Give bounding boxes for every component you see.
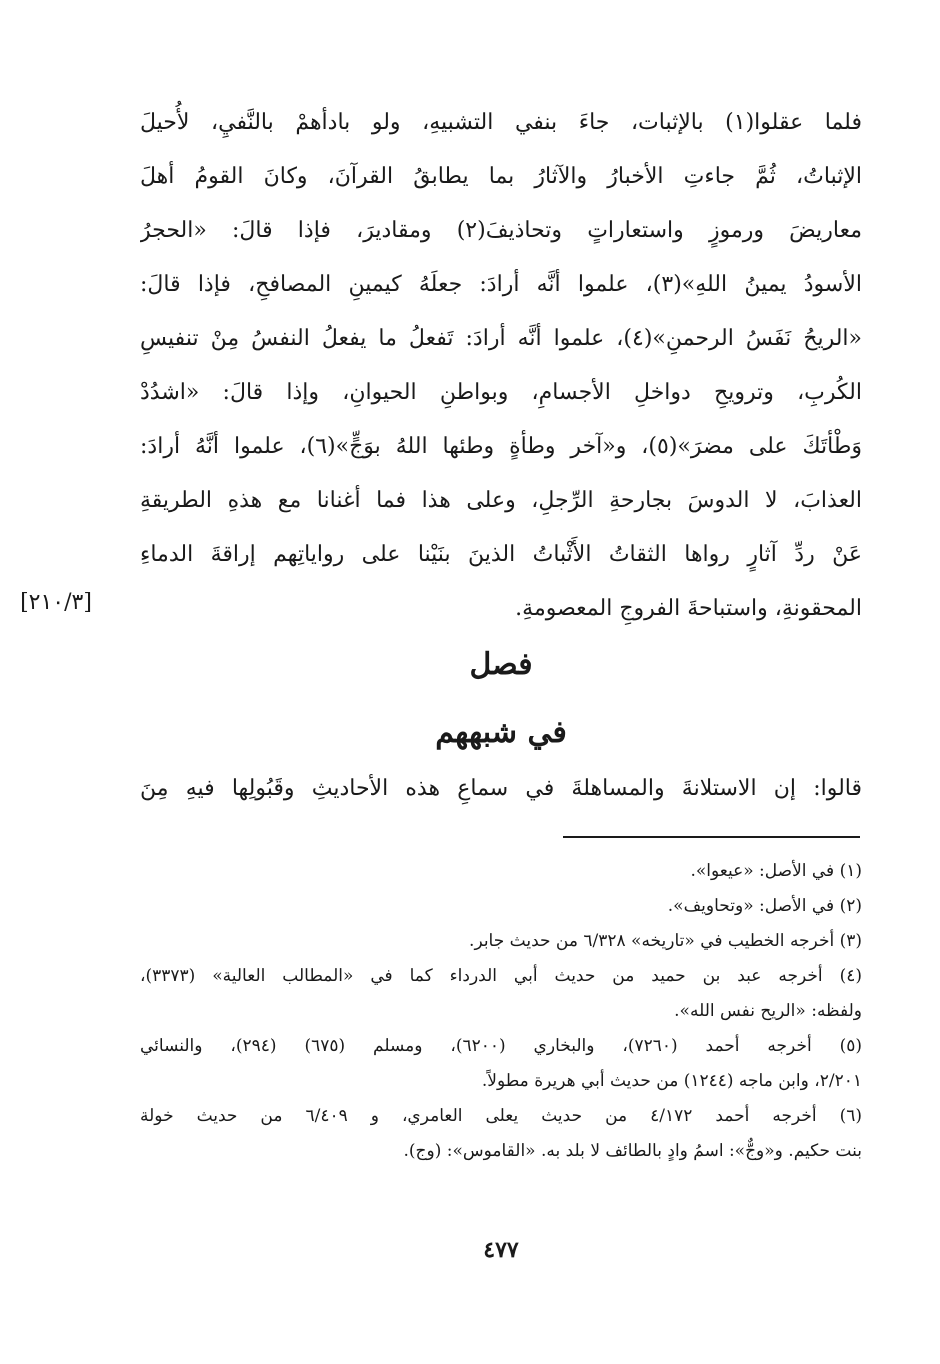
main-text-line: الإثباتُ، ثُمَّ جاءتِ الأخبارُ والآثارُ بما يطابقُ القرآنَ، وكانَ القومُ أهلَ xyxy=(140,164,862,189)
footnote-line: (١) في الأصل: «عيعوا». xyxy=(690,861,862,881)
footnote-line: (٤) أخرجه عبد بن حميد من حديث أبي الدرداء كما في «المطالب العالية» (٣٣٧٣)، xyxy=(140,966,862,986)
main-text-line: عَنْ ردِّ آثارٍ رواها الثقاتُ الأَثْباتُ الذينَ بنَيْنا على رواياتِهم إراقةَ الدماءِ xyxy=(140,542,862,567)
page-number: ٤٧٧ xyxy=(483,1237,519,1263)
footnote-line: (٣) أخرجه الخطيب في «تاريخه» ٦/٣٢٨ من حديث جابر. xyxy=(469,931,862,951)
section-heading: فصل xyxy=(469,647,533,682)
margin-volume-page-reference: [٢١٠/٣] xyxy=(20,590,92,615)
footnote-separator xyxy=(563,836,860,838)
section-subheading: في شبههم xyxy=(435,715,567,750)
main-text-line: الأسودُ يمينُ اللهِ»(٣)، علموا أنَّه أرادَ: جعلَهُ كيمينِ المصافحِ، فإذا قالَ: xyxy=(140,272,862,297)
main-text-block xyxy=(140,96,862,636)
main-text-line: فلما عقلوا(١) بالإثبات، جاءَ بنفي التشبيهِ، ولو بادأهمْ بالنَّفيِ، لأُحيلَ xyxy=(140,110,862,135)
footnotes-block xyxy=(140,854,862,1169)
footnote-line: (٦) أخرجه أحمد ٤/١٧٢ من حديث يعلى العامري، و ٦/٤٠٩ من حديث خولة xyxy=(140,1106,862,1126)
main-text-line: الكُربِ، وترويحِ دواخلِ الأجسامِ، وبواطنِ الحيوانِ، وإذا قالَ: «اشدُدْ xyxy=(140,380,862,405)
footnote-line: بنت حكيم. و«وجٌّ»: اسمُ وادٍ بالطائف لا بلد به. «القاموس»: (وج). xyxy=(403,1141,862,1161)
footnote-line: ٢/٢٠١، وابن ماجه (١٢٤٤) من حديث أبي هريرة مطولاً. xyxy=(481,1071,862,1091)
continuation-text-line: قالوا: إن الاستلانةَ والمساهلةَ في سماعِ هذه الأحاديثِ وقَبُولِها فيهِ مِنَ xyxy=(140,776,862,801)
main-text-line: وَطْأتَكَ على مضرَ»(٥)، و«آخر وطأةٍ وطئها اللهُ بوَجٍّ»(٦)، علموا أنَّهُ أرادَ: xyxy=(140,434,862,459)
footnote-line: (٢) في الأصل: «وتحاويف». xyxy=(667,896,862,916)
main-text-line: العذابَ، لا الدوسَ بجارحةِ الرِّجلِ، وعلى هذا فما أغنانا مع هذهِ الطريقةِ xyxy=(140,488,862,513)
main-text-line: معاريضَ ورموزٍ واستعاراتٍ وتحاذيفَ(٢) ومقاديرَ، فإذا قالَ: «الحجرُ xyxy=(140,218,862,243)
footnote-line: ولفظه: «الريح نفس الله». xyxy=(674,1001,862,1021)
main-text-line: «الريحُ نَفَسُ الرحمنِ»(٤)، علموا أنَّه أرادَ: تَفعلُ ما يفعلُ النفسُ مِنْ تنفيسِ xyxy=(140,326,862,351)
footnote-line: (٥) أخرجه أحمد (٧٢٦٠)، والبخاري (٦٢٠٠)، ومسلم (٦٧٥) (٢٩٤)، والنسائي xyxy=(140,1036,862,1056)
main-text-line: المحقونةِ، واستباحةَ الفروجِ المعصومةِ. xyxy=(515,596,862,621)
